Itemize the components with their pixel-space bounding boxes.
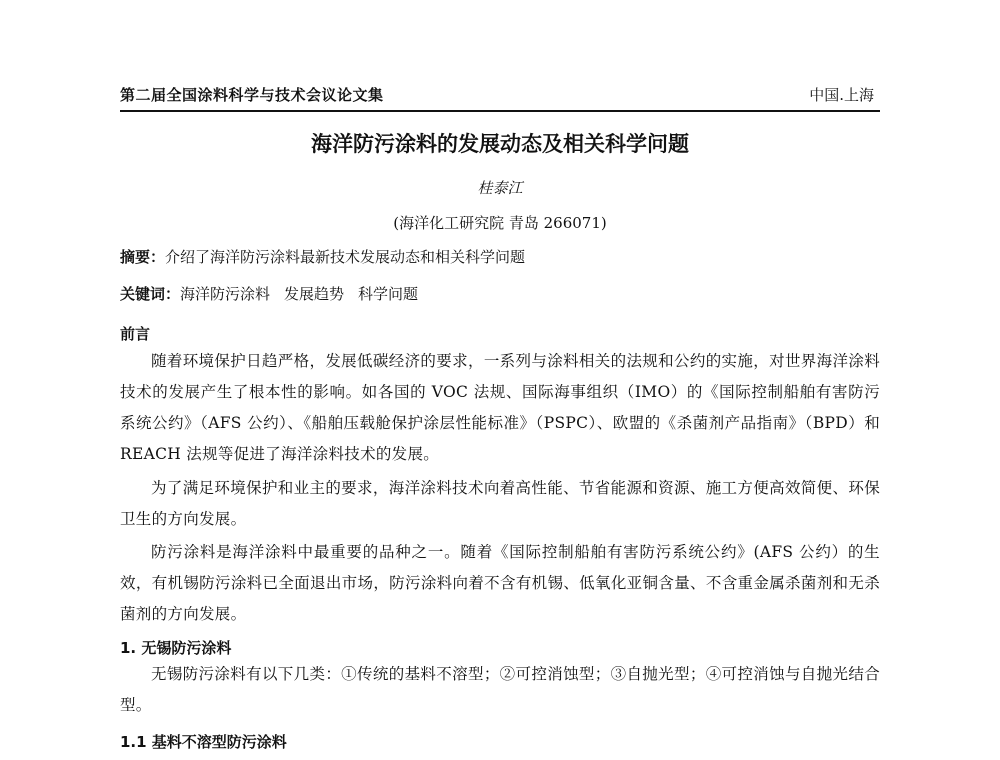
keyword-item: 发展趋势 [284,285,345,303]
author-affiliation: (海洋化工研究院 青岛 266071) [393,214,607,232]
section-heading-1: 1. 无锡防污涂料 [120,639,232,657]
proceedings-title: 第二届全国涂料科学与技术会议论文集 [120,86,384,104]
abstract-text: 介绍了海洋防污涂料最新技术发展动态和相关科学问题 [165,248,526,266]
keyword-item: 科学问题 [358,285,419,303]
author-name: 桂泰江 [477,179,523,197]
intro-paragraph: 为了满足环境保护和业主的要求，海洋涂料技术向着高性能、节省能源和资源、施工方便高效简便、环保卫生的方向发展。 [120,479,880,528]
intro-paragraph: 随着环境保护日趋严格，发展低碳经济的要求，一系列与涂料相关的法规和公约的实施，对世界海洋涂料技术的发展产生了根本性的影响。如各国的 VOC 法规、国际海事组织（IMO）的《国际控制船舶有害防污系统公约》（AFS 公约）、《船舶压载舱保护涂层性能标准》（PSPC）、欧盟的《杀菌剂产品指南》（BPD）和 REACH 法规等促进了海洋涂料技术的发展。 [120,352,880,463]
running-header [120,80,880,112]
keyword-item: 海洋防污涂料 [180,285,271,303]
section-heading-intro: 前言 [120,325,151,343]
intro-paragraph: 防污涂料是海洋涂料中最重要的品种之一。随着《国际控制船舶有害防污系统公约》(AFS 公约）的生效，有机锡防污涂料已全面退出市场，防污涂料向着不含有机锡、低氧化亚铜含量、不含重金属杀菌剂和无杀菌剂的方向发展。 [120,543,880,623]
section-heading-1-1: 1.1 基料不溶型防污涂料 [120,733,287,751]
keywords-label: 关键词： [120,285,181,303]
abstract [120,246,880,267]
conference-location: 中国.上海 [809,86,874,104]
section-1-paragraph: 无锡防污涂料有以下几类：①传统的基料不溶型；②可控消蚀型；③自抛光型；④可控消蚀与自抛光结合型。 [120,665,880,714]
keywords [120,283,880,304]
paper-title: 海洋防污涂料的发展动态及相关科学问题 [311,132,689,156]
abstract-label: 摘要： [120,248,166,266]
